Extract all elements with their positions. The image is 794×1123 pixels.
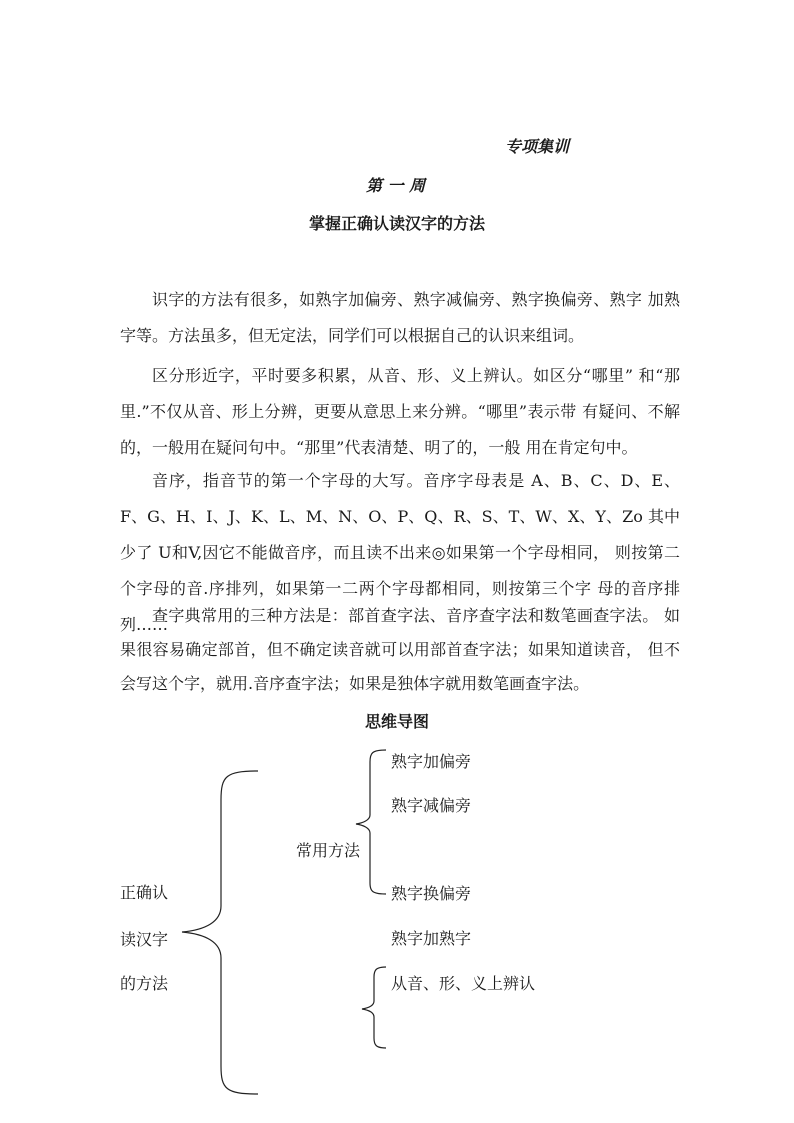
- mindmap-leaf: 熟字加熟字: [391, 929, 472, 948]
- mindmap-leaf: 熟字加偏旁: [391, 752, 472, 771]
- mindmap-root-line-3: 的方法: [120, 974, 169, 993]
- root-bracket: [182, 771, 258, 1094]
- series-label: 专项集训: [505, 137, 570, 156]
- common-methods-bracket: [356, 750, 386, 894]
- mindmap-root-line-2: 读汉字: [120, 930, 169, 949]
- mindmap-leaf: 熟字减偏旁: [391, 796, 472, 815]
- document-title: 掌握正确认读汉字的方法: [308, 214, 485, 233]
- mindmap-branch-common-methods: 常用方法: [296, 841, 361, 860]
- paragraph-similar-characters: 区分形近字，平时要多积累，从音、形、义上辨认。如区分“哪里” 和“那里.”不仅从音、形上分辨，更要从意思上来分辨。“哪里”表示带 有疑问、不解的，一般用在疑问句中。“那里”代表清楚、明了的，一般 用在肯定句中。: [120, 366, 680, 457]
- mindmap-root-line-1: 正确认: [120, 883, 169, 902]
- paragraph-methods: 识字的方法有很多，如熟字加偏旁、熟字减偏旁、熟字换偏旁、熟字 加熟字等。方法虽多，但无定法，同学们可以根据自己的认识来组词。: [120, 290, 680, 345]
- week-label: 第 一 周: [366, 176, 426, 195]
- mindmap-title: 思维导图: [364, 712, 429, 731]
- paragraph-dictionary-lookup: 查字典常用的三种方法是：部首查字法、音序查字法和数笔画查字法。 如果很容易确定部首，但不确定读音就可以用部首查字法；如果知道读音， 但不会写这个字，就用.音序查字法；如果是独体字就用数笔画查字法。: [120, 606, 680, 693]
- mindmap-leaf: 从音、形、义上辨认: [391, 974, 536, 993]
- distinguish-bracket: [362, 967, 386, 1048]
- mindmap-leaf: 熟字换偏旁: [391, 884, 472, 903]
- paragraph-phonetic-order: 音序，指音节的第一个字母的大写。音序字母表是 A、B、C、D、E、 F、G、H、I、J、K、L、M、N、O、P、Q、R、S、T、W、X、Y、Zo 其中少了 U和V,因它不能做音序，而且读不出来◎如果第一个字母相同， 则按第二个字母的音.序排列，如果第一二两个字母都相同，则按第三个字 母的音序排列……: [120, 471, 680, 634]
